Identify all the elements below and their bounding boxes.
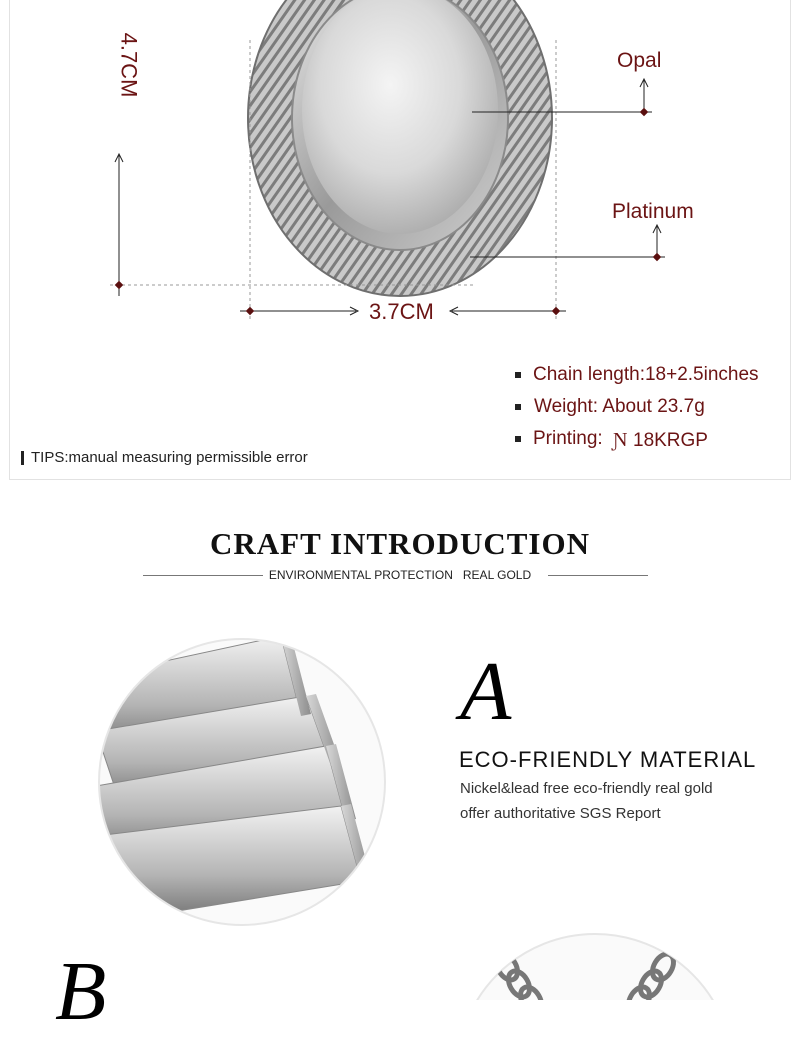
tips-text: TIPS:manual measuring permissible error — [31, 449, 308, 466]
spec-weight: Weight: About 23.7g — [534, 396, 705, 417]
craft-section-subtitle: ENVIRONMENTAL PROTECTION REAL GOLD — [268, 568, 532, 582]
feature-letter-a: A — [460, 645, 512, 738]
chain-image — [455, 932, 735, 1000]
width-dimension-label: 3.7CM — [369, 299, 434, 324]
tips-marker — [21, 451, 24, 465]
spec-bullet — [515, 436, 521, 442]
height-dimension-label: 4.7CM — [116, 32, 142, 98]
opal-callout-label: Opal — [617, 49, 662, 72]
spec-bullet — [515, 372, 521, 378]
printing-mark-icon: Ɲ — [613, 429, 628, 451]
spec-bullet — [515, 404, 521, 410]
feature-title: ECO-FRIENDLY MATERIAL — [459, 747, 757, 772]
feature-letter-b: B — [55, 945, 107, 1038]
spec-chain-length: Chain length:18+2.5inches — [533, 364, 759, 385]
spec-printing-value: 18KRGP — [633, 430, 708, 451]
feature-desc-line1: Nickel&lead free eco-friendly real gold — [460, 780, 713, 797]
spec-printing-label: Printing: — [533, 428, 603, 449]
feature-desc-line2: offer authoritative SGS Report — [460, 805, 661, 822]
craft-section-title: CRAFT INTRODUCTION — [210, 526, 590, 561]
silver-bars-image — [96, 636, 388, 928]
divider-right — [548, 575, 648, 576]
platinum-callout-label: Platinum — [612, 200, 694, 223]
